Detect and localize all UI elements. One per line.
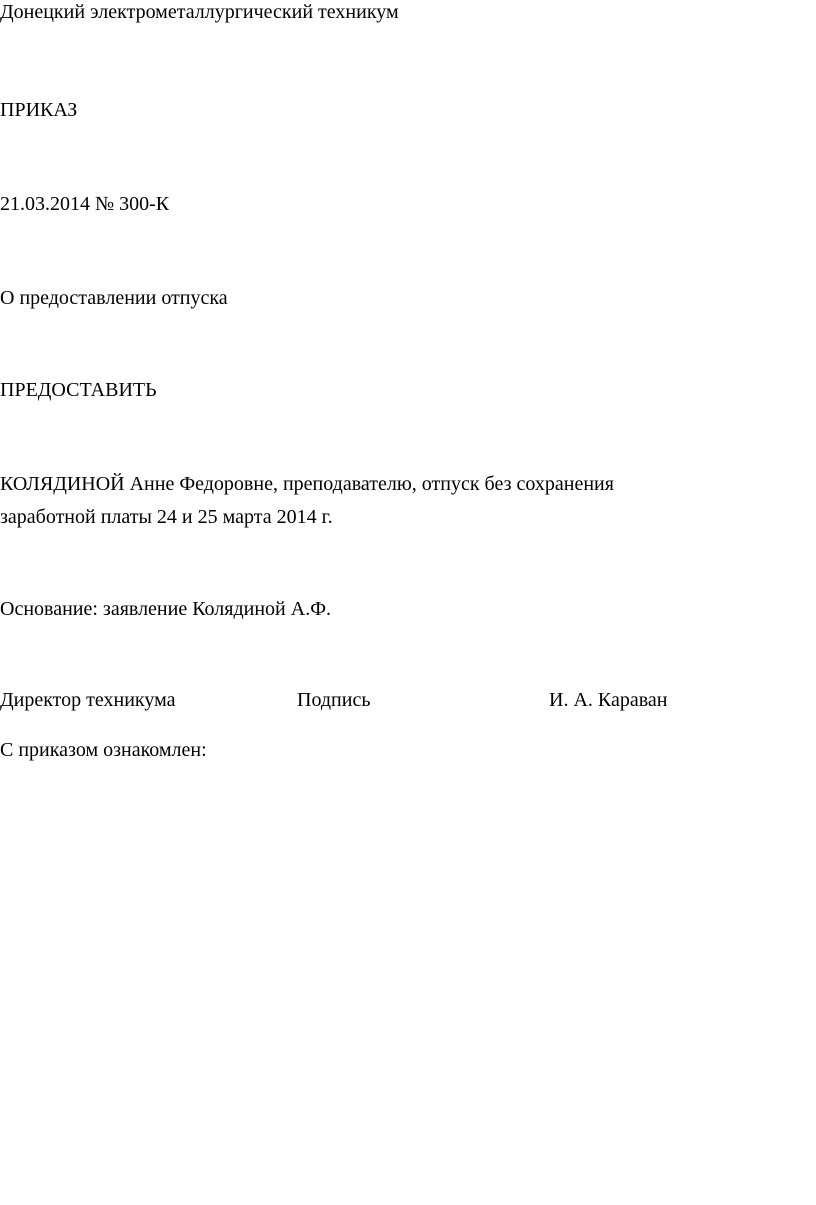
signature-placeholder: Подпись (297, 689, 371, 711)
organization-name: Донецкий электрометаллургический техникум (0, 1, 399, 23)
document-subject: О предоставлении отпуска (0, 287, 228, 309)
signer-position: Директор техникума (0, 689, 176, 711)
signer-name: И. А. Караван (549, 689, 668, 711)
order-body-line-2: заработной платы 24 и 25 марта 2014 г. (0, 506, 333, 528)
order-basis: Основание: заявление Колядиной А.Ф. (0, 598, 332, 620)
order-body-line-1: КОЛЯДИНОЙ Анне Федоровне, преподавателю, отпуск без сохранения (0, 473, 614, 495)
document-type-heading: ПРИКАЗ (0, 99, 78, 121)
acknowledgement-line: С приказом ознакомлен: (0, 739, 207, 761)
document-date-number: 21.03.2014 № 300-К (0, 193, 170, 215)
signature-row (0, 688, 816, 714)
order-directive: ПРЕДОСТАВИТЬ (0, 379, 157, 401)
